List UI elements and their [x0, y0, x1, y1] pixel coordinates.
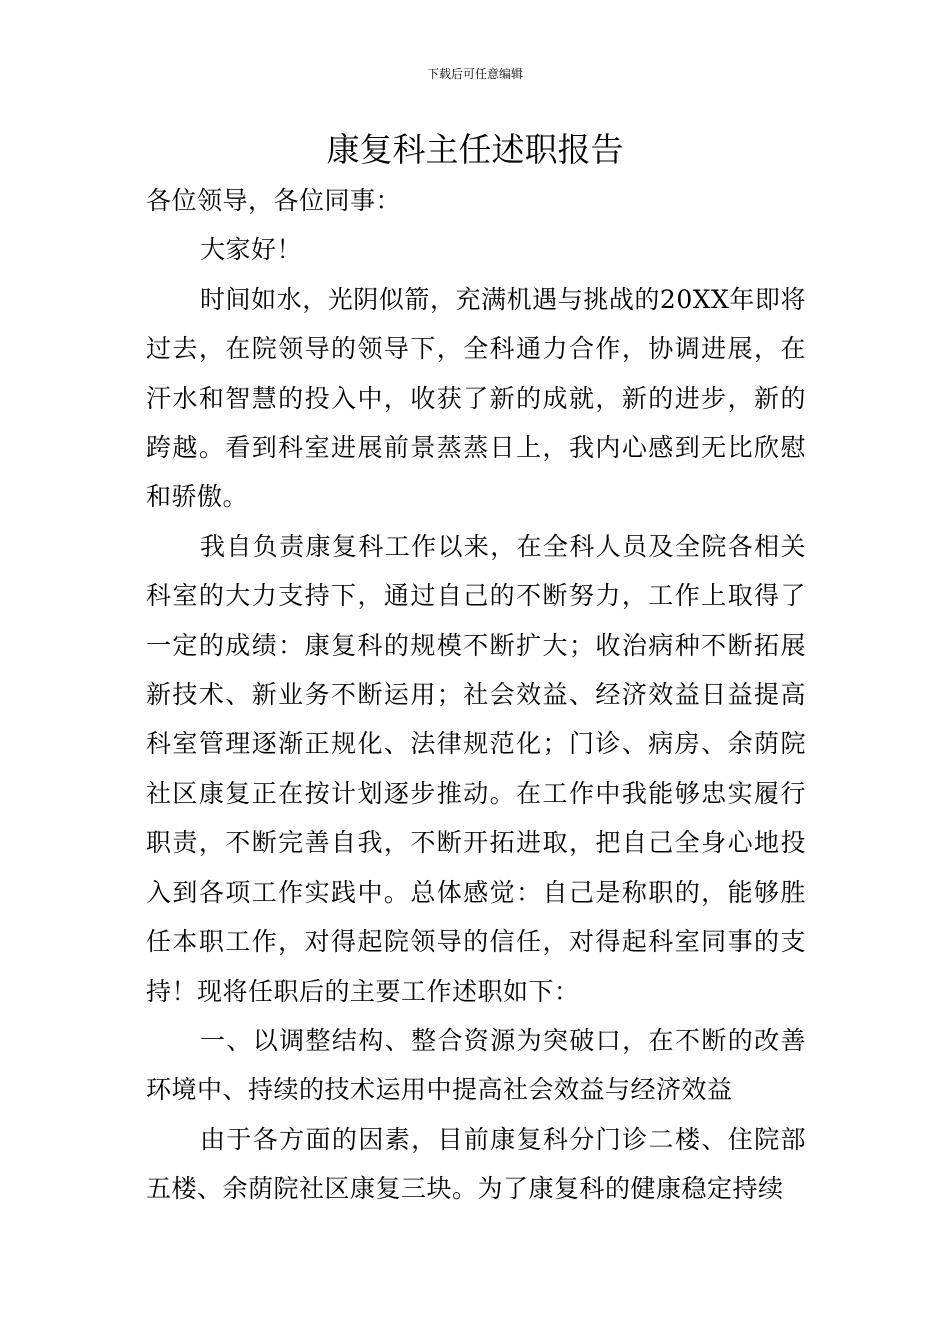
document-body [146, 176, 806, 1214]
document-title: 康复科主任述职报告 [326, 130, 624, 169]
salutation: 各位领导，各位同事： [146, 186, 402, 215]
paragraph: 由于各方面的因素，目前康复科分门诊二楼、住院部五楼、余荫院社区康复三块。为了康复科的健康稳定持续 [146, 1124, 806, 1204]
paragraph: 我自负责康复科工作以来，在全科人员及全院各相关科室的大力支持下，通过自己的不断努力，工作上取得了一定的成绩：康复科的规模不断扩大；收治病种不断拓展新技术、新业务不断运用；社会效益、经济效益日益提高科室管理逐渐正规化、法律规范化；门诊、病房、余荫院社区康复正在按计划逐步推动。在工作中我能够忠实履行职责，不断完善自我，不断开拓进取，把自己全身心地投入到各项工作实践中。总体感觉：自己是称职的，能够胜任本职工作，对得起院领导的信任，对得起科室同事的支持！现将任职后的主要工作述职如下： [146, 531, 806, 1006]
paragraph-greeting: 大家好！ [200, 235, 303, 265]
paragraph: 时间如水，光阴似箭，充满机遇与挑战的20XX年即将过去，在院领导的领导下，全科通力合作，协调进展，在汗水和智慧的投入中，收获了新的成就，新的进步，新的跨越。看到科室进展前景蒸蒸日上，我内心感到无比欣慰和骄傲。 [146, 284, 806, 512]
header-note: 下载后可任意编辑 [426, 67, 523, 81]
section-heading: 一、以调整结构、整合资源为突破口，在不断的改善环境中、持续的技术运用中提高社会效益与经济效益 [146, 1025, 806, 1105]
